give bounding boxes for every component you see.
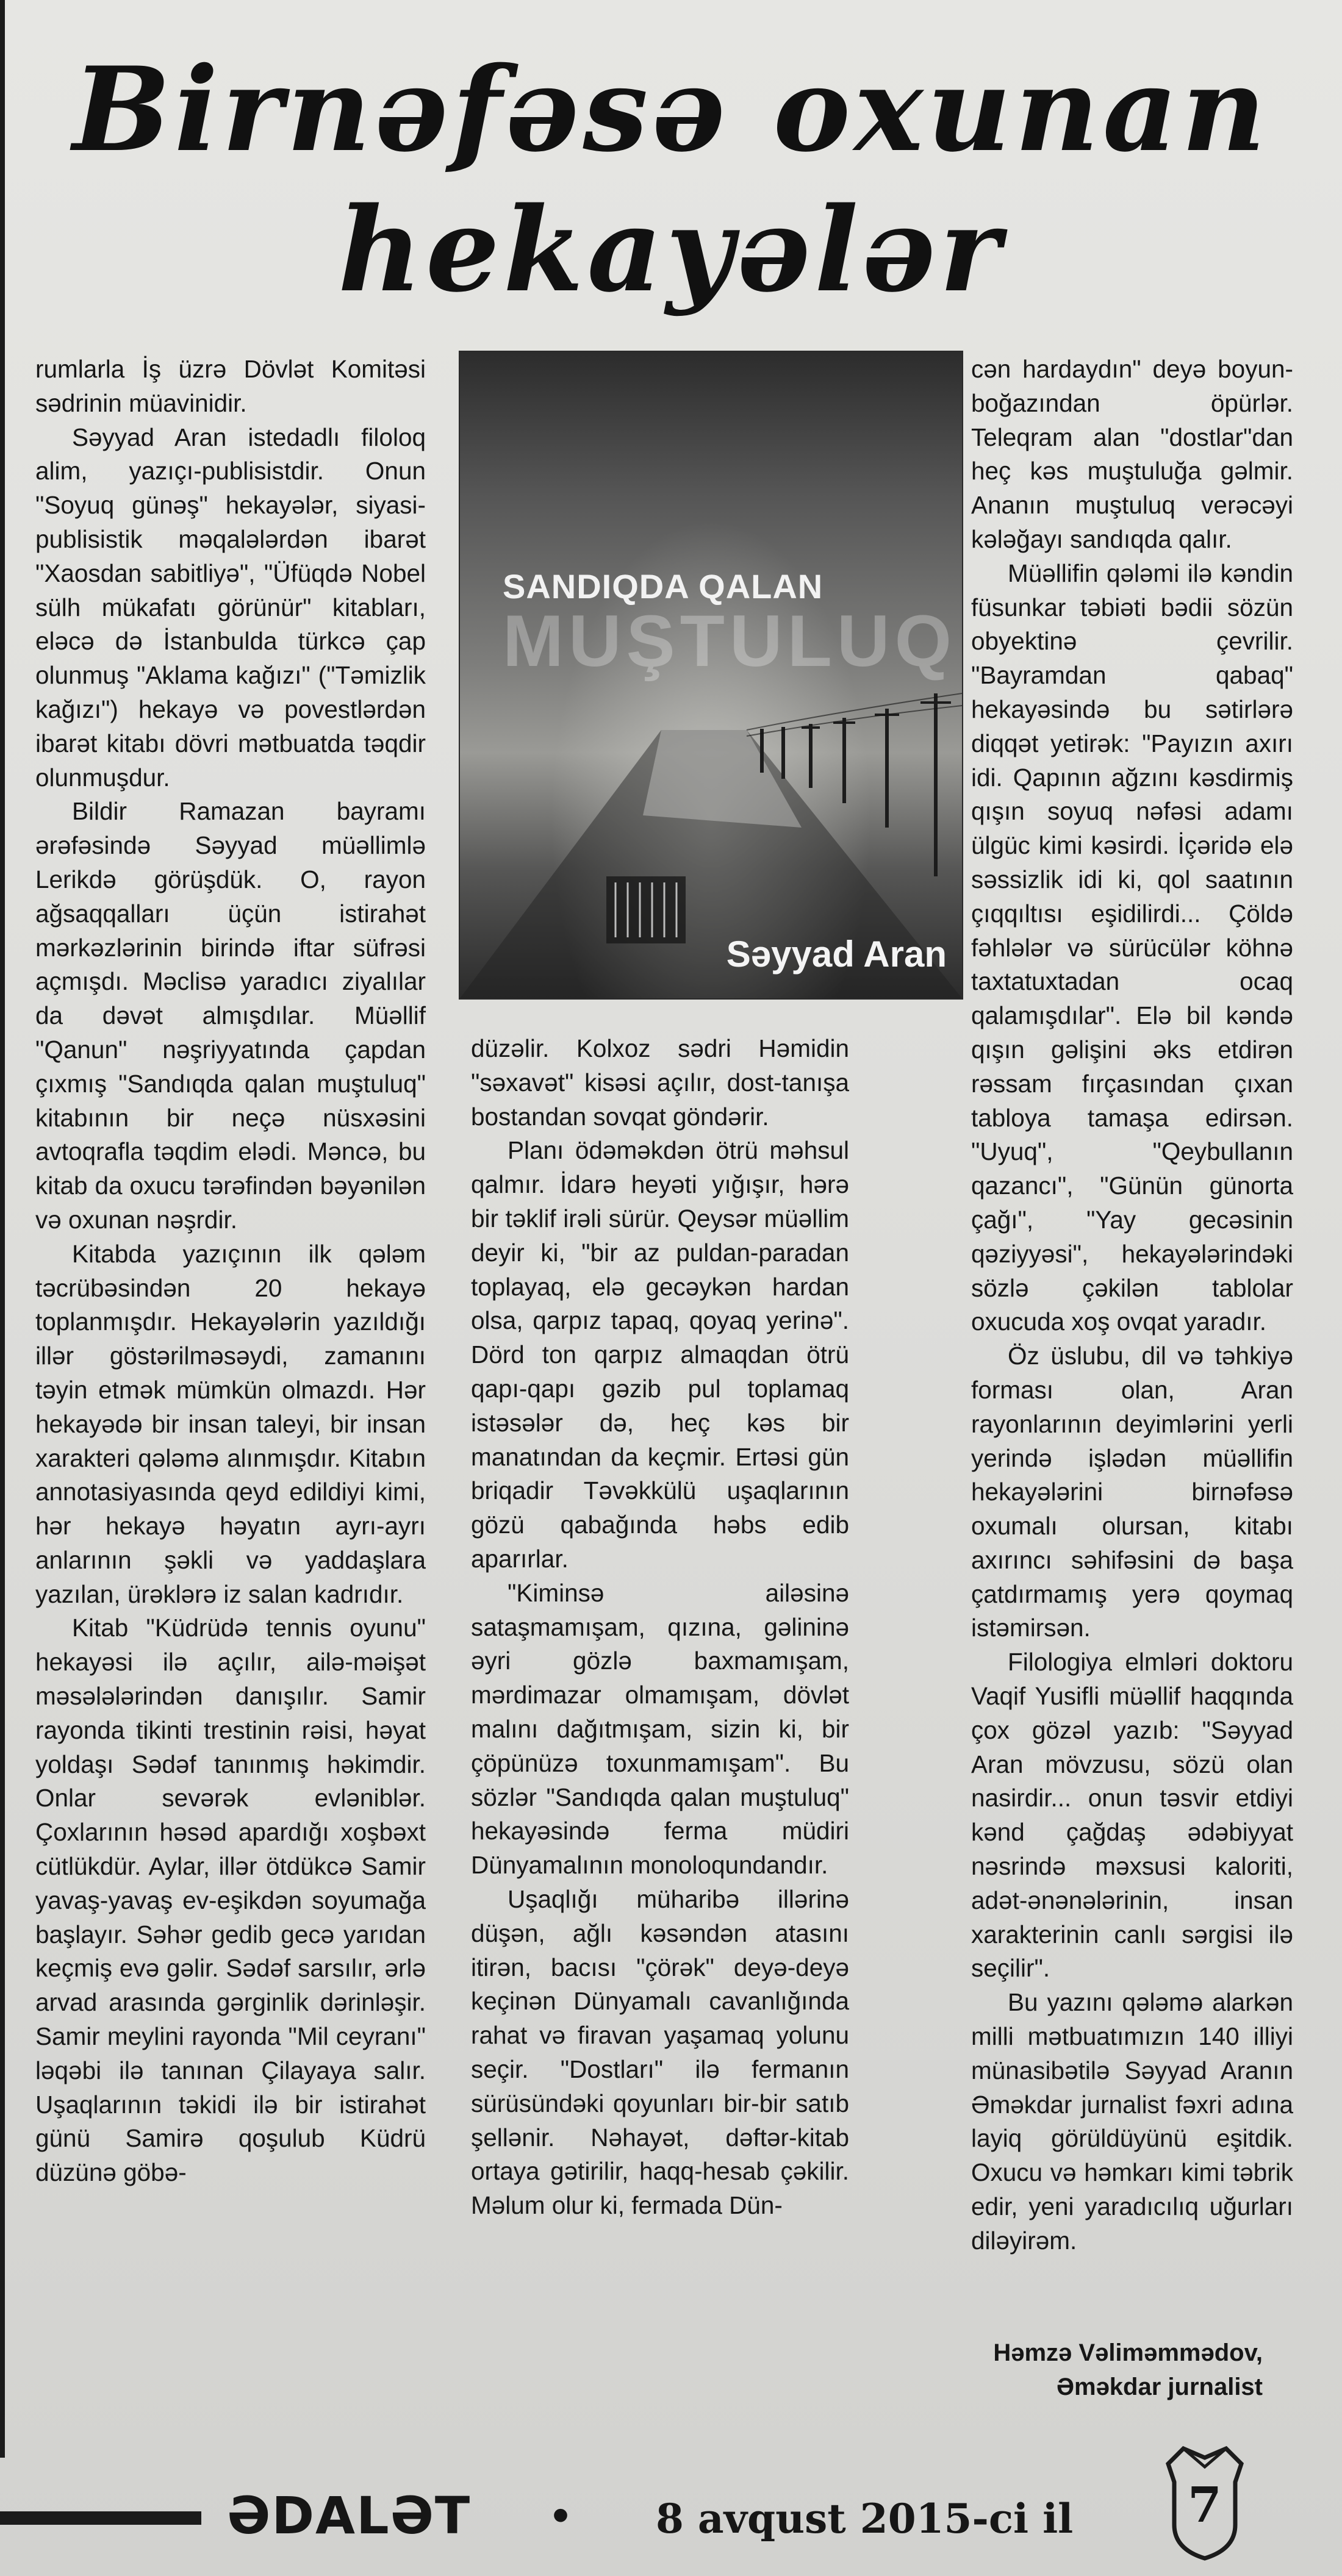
book-title-faded: MUŞTULUQ <box>503 600 956 682</box>
paragraph: rumlarla İş üzrə Dövlət Komitəsi sədrinin müavinidir. <box>35 355 426 417</box>
issue-date: 8 avqust 2015-ci il <box>656 2495 1074 2542</box>
paragraph: Bildir Ramazan bayramı ərəfəsində Səyyad müəllimlə Lerikdə görüşdük. O, rayon ağsaqqalları üçün istirahət mərkəzlərinin birində iftar süfrəsi açmışdı. Məclisə yaradıcı ziyalılar da dəvət almışdılar. Müəllif "Qanun" nəşriyyatında çapdan çıxmış "Sandıqda qalan muştuluq" kitabının bir neçə nüsxəsini avtoqrafla təqdim elədi. Məncə, bu kitab da oxucu tərəfindən bəyənilən və oxunan nəşrdir. <box>35 797 426 1234</box>
paragraph: Müəllifin qələmi ilə kəndin füsunkar təbiəti bədii sözün obyektinə çevrilir. "Bayramdan qabaq" hekayəsində bu sətirlərə diqqət yetirək: "Payızın axırı idi. Qapının ağzını kəsdirmiş qışın soyuq nəfəsi adamı ülgüc kimi kəsirdi. İçəridə elə səssizlik idi ki, qol saatının çıqqıltısı eşidilirdi... Çöldə fəhlələr və sürücülər köhnə taxtatuxtadan ocaq qalamışdılar". Elə bil kəndə qışın gəlişini əks etdirən rəssam fırçasından çıxan tabloya tamaşa edirsən. "Uyuq", "Qeybullanın qazancı", "Günün günorta çağı", "Yay gecəsinin qəziyyəsi", hekayələrindəki sözlə çəkilən tablolar oxucuda xoş ovqat yaradır. <box>971 559 1293 1336</box>
paragraph: Planı ödəməkdən ötrü məhsul qalmır. İdarə heyəti yığışır, hərə bir təklif irəli sürür. Qeysər müəllim deyir ki, "bir az puldan-paradan toplayaq, elə gecəykən hardan olsa, qarpız tapaq, qoyaq yerinə". Dörd ton qarpız almaqdan ötrü qapı-qapı gəzib pul toplamaq istəsələr də, heç kəs bir manatından da keçmir. Ertəsi gün briqadir Təvəkkülü uşaqlarının gözü qabağında həbs edib aparırlar. <box>471 1136 849 1573</box>
article-column-1 <box>35 352 426 2190</box>
article-column-3 <box>971 352 1293 2258</box>
paragraph: Kitab "Küdrüdə tennis oyunu" hekayəsi ilə açılır, ailə-məişət məsələlərindən danışılır. Samir rayonda tikinti trestinin rəisi, həyat yoldaşı Sədəf tanınmış həkimdir. Onlar sevərək evləniblər. Çoxlarının həsəd apardığı xoşbəxt cütlükdür. Aylar, illər ötdükcə Samir yavaş-yavaş ev-eşikdən soyumağa başlayır. Səhər gedib gecə yarıdan keçmiş evə gəlir. Sədəf sarsılır, ərlə arvad arasında gərginlik dərinləşir. Samir meylini rayonda "Mil ceyranı" ləqəbi ilə tanınan Çilayaya salır. Uşaqlarının təkidi ilə bir istirahət günü Samirə qoşulub Küdrü düzünə göbə- <box>35 1614 426 2187</box>
newspaper-name: ƏDALƏT <box>227 2486 472 2546</box>
paragraph: düzəlir. Kolxoz sədri Həmidin "səxavət" kisəsi açılır, dost-tanışa bostandan sovqat göndərir. <box>471 1034 849 1131</box>
book-title: SANDIQDA QALAN <box>503 567 824 606</box>
paragraph: Kitabda yazıçının ilk qələm təcrübəsindən 20 hekayə toplanmışdır. Hekayələrin yazıldığı illər göstərilməsəydi, zamanını təyin etmək mümkün olmazdı. Hər hekayədə bir insan taleyi, bir insan xarakteri qələmə alınmışdır. Kitabın annotasiyasında qeyd edildiyi kimi, hər hekayə həyatın ayrı-ayrı anlarının şəkli və yaddaşlara yazılan, ürəklərə iz salan kadrıdır. <box>35 1239 426 1608</box>
page-number: 7 <box>1188 2476 1222 2533</box>
left-border-rule <box>0 0 5 2458</box>
author-name: Həmzə Vəliməmmədov, <box>993 2339 1263 2366</box>
book-cover-image <box>459 351 963 1000</box>
paragraph: "Kiminsə ailəsinə sataşmamışam, qızına, gəlininə əyri gözlə baxmamışam, mərdimazar olmamışam, dövlət malını dağıtmışam, sizin ki, bir çöpünüzə toxunmamışam". Bu sözlər "Sandıqda qalan muştuluq" hekayəsində ferma müdiri Dünyamalının monoloqundandır. <box>471 1578 849 1880</box>
author-signature <box>993 2336 1263 2404</box>
footer-separator: • <box>552 2488 570 2542</box>
paragraph: Öz üslubu, dil və təhkiyə forması olan, Aran rayonlarının deyimlərini yerli yerində işlədən müəllifin hekayələrini birnəfəsə oxumalı olursan, kitabı axırıncı səhifəsini də başa çatdırmamış yerə qoymaq istəmirsən. <box>971 1342 1293 1642</box>
author-title: Əməkdar jurnalist <box>1056 2374 1263 2400</box>
paragraph: Səyyad Aran istedadlı filoloq alim, yazıçı-publisistdir. Onun "Soyuq günəş" hekayələr, siyasi-publisistik məqalələrdən ibarət "Xaosdan sabitliyə", "Üfüqdə Nobel sülh mükafatı görünür" kitabları, eləcə də İstanbulda türkcə çap olunmuş "Aklama kağızı" ("Təmizlik kağızı") hekayə və povestlərdən ibarət kitabı dövri mətbuatda təqdir olunmuşdur. <box>35 423 426 792</box>
paragraph: Uşaqlığı müharibə illərinə düşən, ağlı kəsəndən atasını itirən, bacısı "çörək" deyə-deyə keçinən Dünyamalı cavanlığında rahat və firavan yaşamaq yolunu seçir. "Dostları" ilə fermanın sürüsündəki qoyunları bir-bir satıb şellənir. Nəhayət, dəftər-kitab ortaya gətirilir, haqq-hesab çəkilir. Məlum olur ki, fermada Dün- <box>471 1884 849 2220</box>
footer-rule <box>0 2511 201 2525</box>
paragraph: Bu yazını qələmə alarkən milli mətbuatımızın 140 illiyi münasibətilə Səyyad Aranın Əməkdar jurnalist fəxri adına layiq görüldüyünü eşitdik. Oxucu və həmkarı kimi təbrik edir, yeni yaradıcılıq uğurları diləyirəm. <box>971 1988 1293 2255</box>
paragraph: cən hardaydın" deyə boyun-boğazından öpürlər. Teleqram alan "dostlar"dan heç kəs muştuluğa gəlmir. Ananın muştuluq verəcəyi kələğayı sandıqda qalır. <box>971 355 1293 553</box>
article-column-2 <box>471 1032 849 2223</box>
headline-line-1: Birnəfəsə oxunan <box>72 41 1270 177</box>
headline-line-2: hekayələr <box>337 182 1005 318</box>
book-author: Səyyad Aran <box>726 934 947 975</box>
paragraph: Filologiya elmləri doktoru Vaqif Yusifli müəllif haqqında çox gözəl yazıb: "Səyyad Aran mövzusu, sözü olan nasirdir... onun təsvir etdiyi kənd çağdaş ədəbiyyat nəsrində məxsusi kaloriti, adət-ənənələrinin, insan xarakterinin canlı sərgisi ilə seçilir". <box>971 1648 1293 1983</box>
